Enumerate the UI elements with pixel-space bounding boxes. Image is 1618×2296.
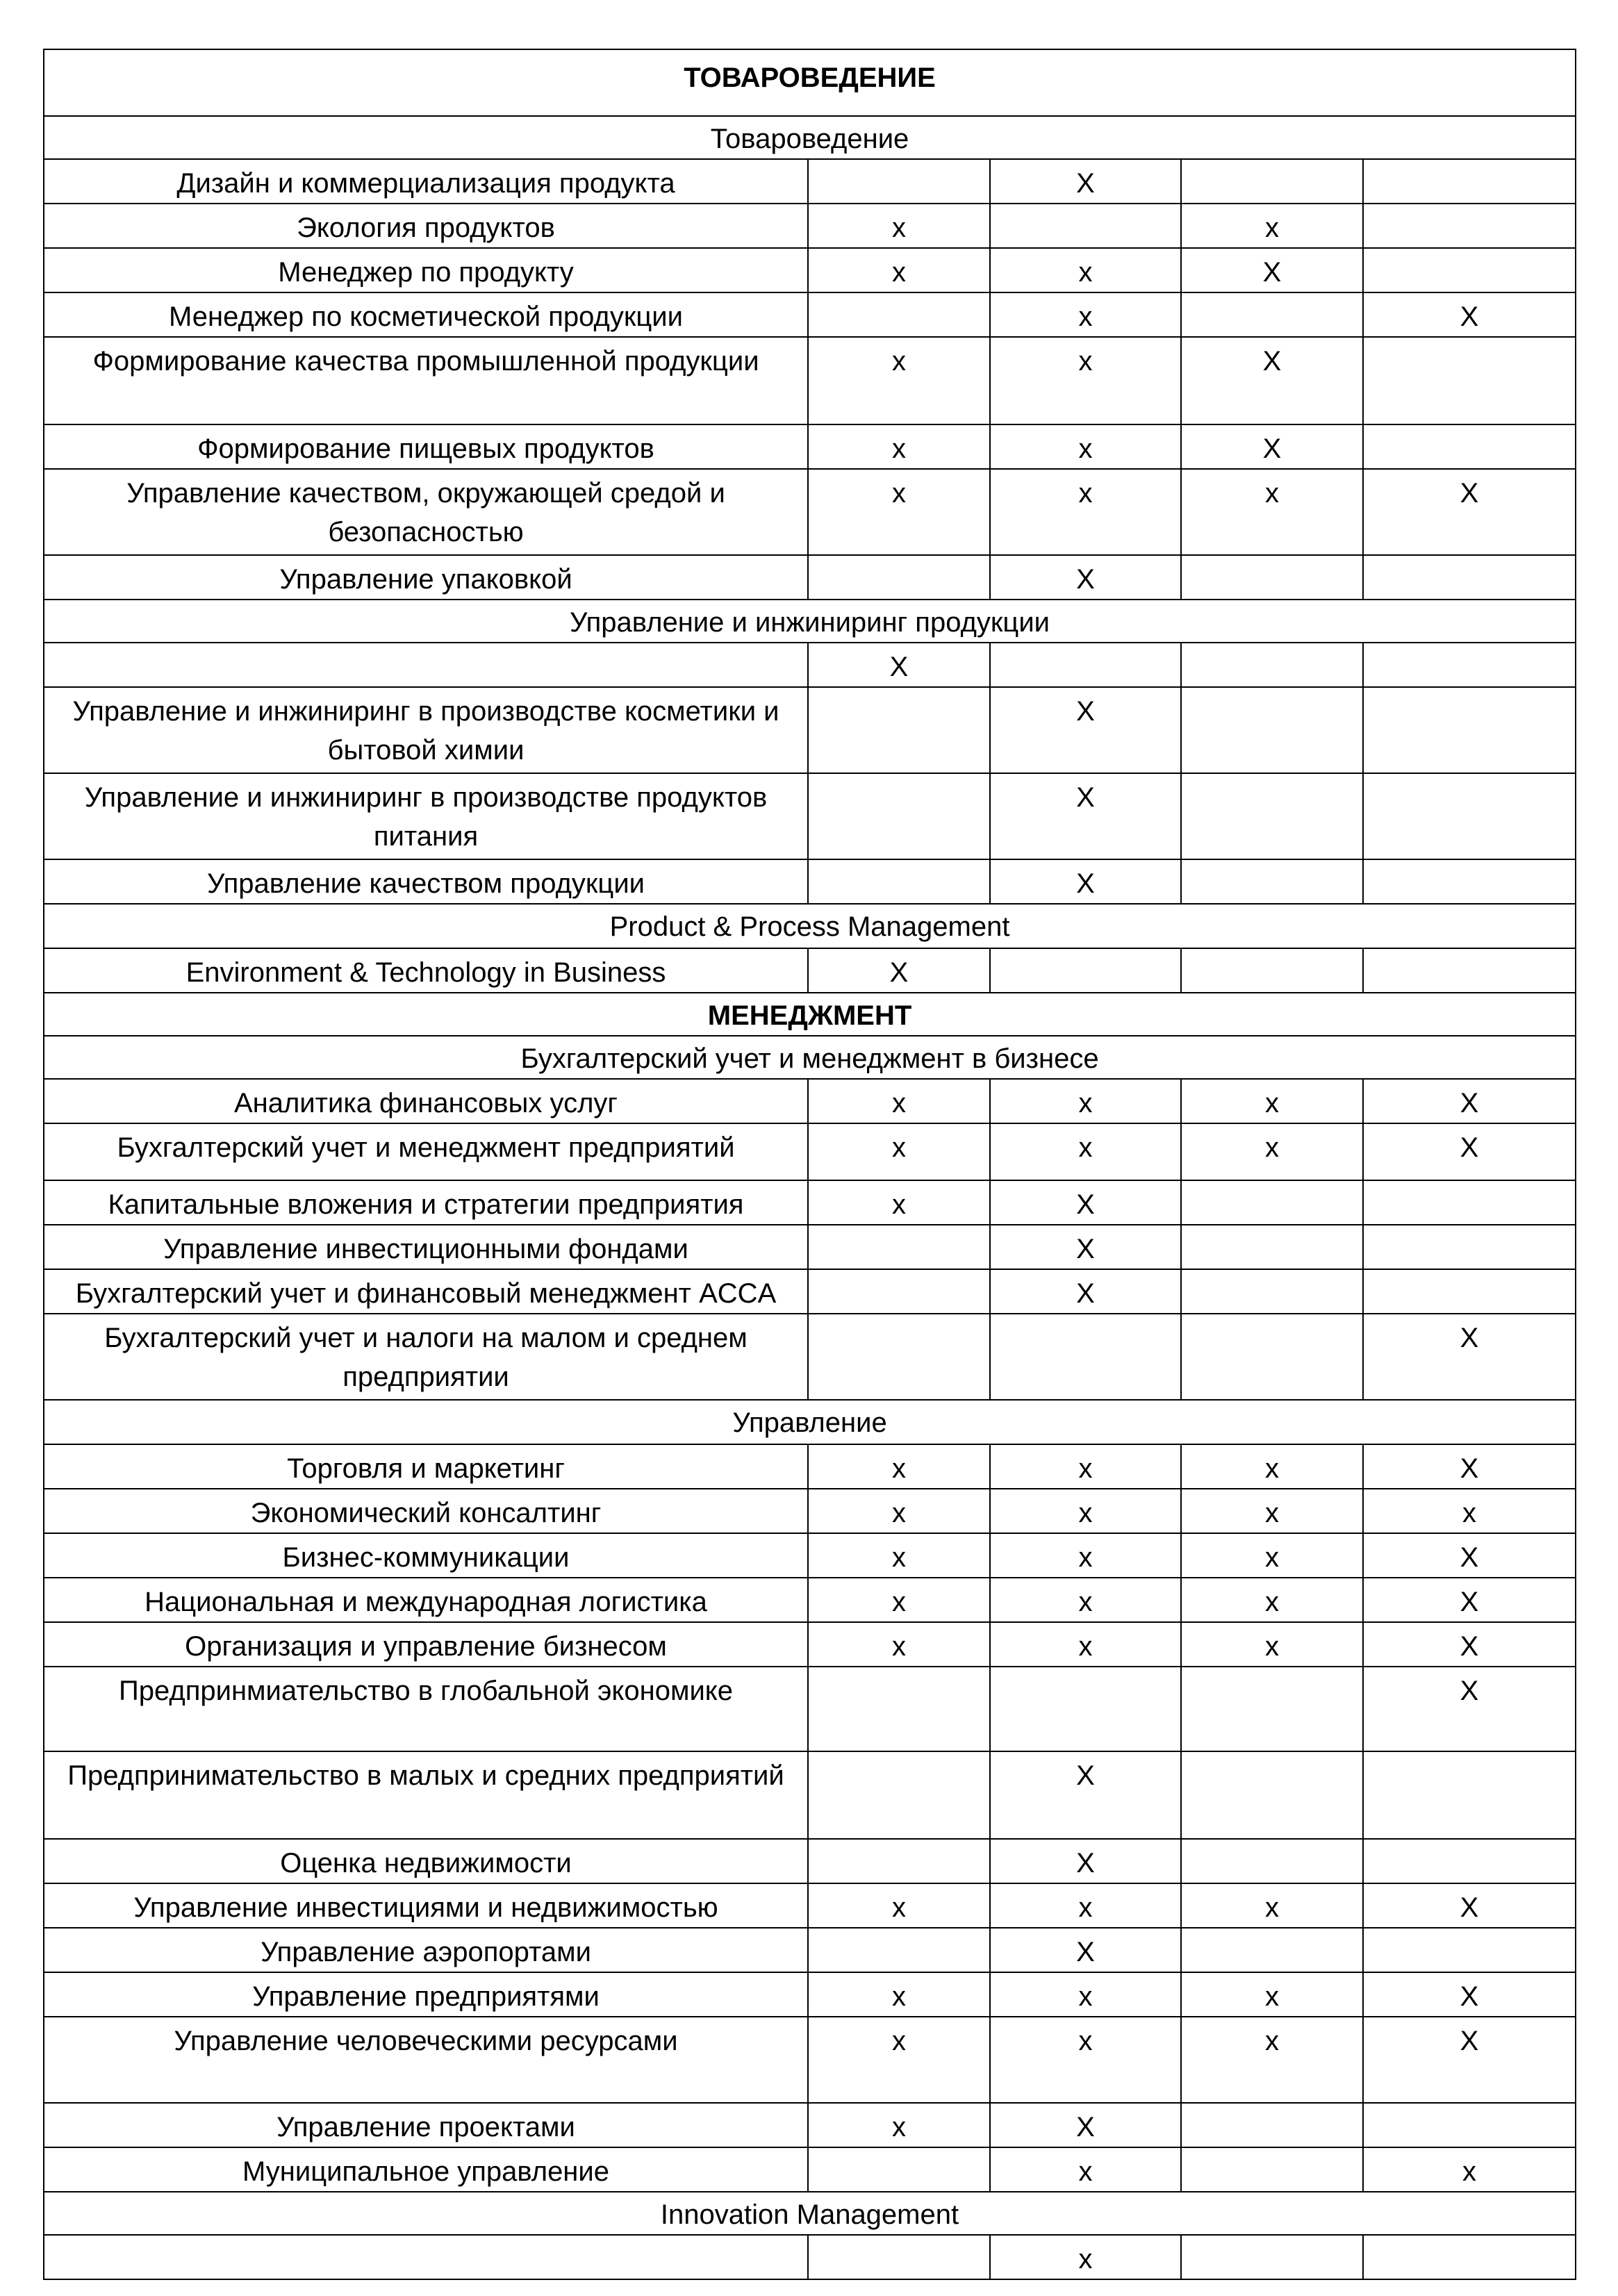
table-row [44, 1079, 1576, 1123]
program-name-cell [44, 2235, 808, 2279]
mark-cell-4: X [1363, 1622, 1576, 1667]
program-name-cell: Менеджер по продукту [44, 248, 808, 292]
mark-cell-3: x [1181, 1883, 1363, 1928]
mark-cell-3 [1181, 159, 1363, 204]
group-header-row [44, 1036, 1576, 1079]
program-name-cell: Управление аэропортами [44, 1928, 808, 1972]
mark-cell-3 [1181, 1314, 1363, 1400]
mark-cell-4: X [1363, 1578, 1576, 1622]
table-row [44, 1578, 1576, 1622]
mark-cell-4: X [1363, 292, 1576, 337]
group-header-row [44, 904, 1576, 948]
mark-cell-4 [1363, 2103, 1576, 2147]
mark-cell-3 [1181, 1839, 1363, 1883]
mark-cell-4 [1363, 687, 1576, 773]
table-row [44, 1180, 1576, 1225]
mark-cell-1 [808, 773, 990, 859]
mark-cell-4 [1363, 1839, 1576, 1883]
mark-cell-3: x [1181, 1079, 1363, 1123]
mark-cell-2: X [990, 1928, 1181, 1972]
mark-cell-4 [1363, 1269, 1576, 1314]
mark-cell-3: X [1181, 337, 1363, 424]
mark-cell-2: x [990, 248, 1181, 292]
mark-cell-3: x [1181, 1972, 1363, 2017]
program-name-cell: Формирование пищевых продуктов [44, 424, 808, 469]
program-name-cell: Предпринмиательство в глобальной экономике [44, 1667, 808, 1751]
program-name-cell: Капитальные вложения и стратегии предприятия [44, 1180, 808, 1225]
table-row [44, 555, 1576, 600]
mark-cell-1: x [808, 1533, 990, 1578]
program-name-cell: Управление проектами [44, 2103, 808, 2147]
mark-cell-4 [1363, 2235, 1576, 2279]
mark-cell-1: x [808, 1123, 990, 1180]
program-name-cell: Предпринимательство в малых и средних предприятий [44, 1751, 808, 1839]
group-header: Innovation Management [44, 2192, 1576, 2235]
mark-cell-3: X [1181, 424, 1363, 469]
program-name-cell: Формирование качества промышленной продукции [44, 337, 808, 424]
mark-cell-2: x [990, 1444, 1181, 1489]
mark-cell-3: x [1181, 1533, 1363, 1578]
mark-cell-3 [1181, 2235, 1363, 2279]
table-row [44, 1667, 1576, 1751]
mark-cell-1: x [808, 1578, 990, 1622]
mark-cell-4 [1363, 555, 1576, 600]
program-name-cell: Управление человеческими ресурсами [44, 2017, 808, 2103]
mark-cell-4 [1363, 424, 1576, 469]
mark-cell-2: X [990, 1839, 1181, 1883]
program-name-cell: Бухгалтерский учет и финансовый менеджмент ACCA [44, 1269, 808, 1314]
mark-cell-3: x [1181, 2017, 1363, 2103]
table-row [44, 248, 1576, 292]
mark-cell-4: X [1363, 2017, 1576, 2103]
mark-cell-2: x [990, 2235, 1181, 2279]
mark-cell-4: X [1363, 1883, 1576, 1928]
mark-cell-1 [808, 159, 990, 204]
mark-cell-2: X [990, 1225, 1181, 1269]
program-name-cell: Аналитика финансовых услуг [44, 1079, 808, 1123]
mark-cell-1: X [808, 948, 990, 993]
mark-cell-4 [1363, 248, 1576, 292]
mark-cell-3: x [1181, 1489, 1363, 1533]
mark-cell-3 [1181, 859, 1363, 904]
mark-cell-1 [808, 292, 990, 337]
mark-cell-2: x [990, 424, 1181, 469]
mark-cell-4: X [1363, 469, 1576, 555]
group-header: Product & Process Management [44, 904, 1576, 948]
program-name-cell: Национальная и международная логистика [44, 1578, 808, 1622]
mark-cell-1: x [808, 1972, 990, 2017]
table-row [44, 1225, 1576, 1269]
mark-cell-3: X [1181, 248, 1363, 292]
mark-cell-2: x [990, 2017, 1181, 2103]
table-row [44, 1269, 1576, 1314]
table-row [44, 1533, 1576, 1578]
program-name-cell: Бухгалтерский учет и менеджмент предприятий [44, 1123, 808, 1180]
table-row [44, 687, 1576, 773]
mark-cell-4: X [1363, 1667, 1576, 1751]
mark-cell-2 [990, 643, 1181, 687]
mark-cell-1 [808, 555, 990, 600]
mark-cell-2: X [990, 555, 1181, 600]
table-row [44, 773, 1576, 859]
mark-cell-3: x [1181, 1123, 1363, 1180]
group-header-row [44, 116, 1576, 159]
mark-cell-2: x [990, 1533, 1181, 1578]
mark-cell-3 [1181, 2147, 1363, 2192]
mark-cell-3 [1181, 1928, 1363, 1972]
mark-cell-3 [1181, 1667, 1363, 1751]
table-row [44, 948, 1576, 993]
mark-cell-4: x [1363, 1489, 1576, 1533]
group-header: Управление [44, 1400, 1576, 1444]
mark-cell-2 [990, 1667, 1181, 1751]
program-name-cell: Управление и инжиниринг в производстве продуктов питания [44, 773, 808, 859]
group-header-row [44, 600, 1576, 643]
mark-cell-2: x [990, 1622, 1181, 1667]
table-row [44, 1751, 1576, 1839]
mark-cell-1 [808, 2235, 990, 2279]
mark-cell-2: x [990, 292, 1181, 337]
mark-cell-2: X [990, 1751, 1181, 1839]
mark-cell-4: X [1363, 1972, 1576, 2017]
mark-cell-2: x [990, 1079, 1181, 1123]
program-name-cell: Торговля и маркетинг [44, 1444, 808, 1489]
mark-cell-2: x [990, 1123, 1181, 1180]
mark-cell-2: X [990, 773, 1181, 859]
mark-cell-3: x [1181, 1578, 1363, 1622]
program-name-cell: Экология продуктов [44, 204, 808, 248]
mark-cell-4 [1363, 1225, 1576, 1269]
table-row [44, 1123, 1576, 1180]
program-name-cell: Environment & Technology in Business [44, 948, 808, 993]
mark-cell-4 [1363, 204, 1576, 248]
mark-cell-1: x [808, 424, 990, 469]
mark-cell-3 [1181, 687, 1363, 773]
table-row [44, 643, 1576, 687]
mark-cell-1: x [808, 337, 990, 424]
mark-cell-2: X [990, 2103, 1181, 2147]
program-name-cell: Организация и управление бизнесом [44, 1622, 808, 1667]
mark-cell-1 [808, 1928, 990, 1972]
mark-cell-3 [1181, 1269, 1363, 1314]
mark-cell-1: x [808, 204, 990, 248]
table-title-row [44, 49, 1576, 116]
mark-cell-2: x [990, 1972, 1181, 2017]
program-name-cell: Бухгалтерский учет и налоги на малом и среднем предприятии [44, 1314, 808, 1400]
mark-cell-2 [990, 1314, 1181, 1400]
mark-cell-2: X [990, 159, 1181, 204]
table-row [44, 2147, 1576, 2192]
mark-cell-2: X [990, 1269, 1181, 1314]
mark-cell-2: x [990, 337, 1181, 424]
mark-cell-1: X [808, 643, 990, 687]
mark-cell-1: x [808, 248, 990, 292]
table-row [44, 1928, 1576, 1972]
program-name-cell: Экономический консалтинг [44, 1489, 808, 1533]
mark-cell-1 [808, 2147, 990, 2192]
table-row [44, 2017, 1576, 2103]
mark-cell-4: X [1363, 1123, 1576, 1180]
program-name-cell: Управление и инжиниринг в производстве косметики и бытовой химии [44, 687, 808, 773]
group-header-row [44, 1400, 1576, 1444]
mark-cell-2: X [990, 859, 1181, 904]
table-row [44, 469, 1576, 555]
mark-cell-4: X [1363, 1079, 1576, 1123]
mark-cell-3 [1181, 292, 1363, 337]
table-row [44, 292, 1576, 337]
table-row [44, 1622, 1576, 1667]
table-row [44, 337, 1576, 424]
mark-cell-3: x [1181, 1622, 1363, 1667]
mark-cell-3 [1181, 2103, 1363, 2147]
mark-cell-1: x [808, 1883, 990, 1928]
table-row [44, 159, 1576, 204]
mark-cell-1: x [808, 1489, 990, 1533]
mark-cell-4: X [1363, 1533, 1576, 1578]
program-name-cell: Менеджер по косметической продукции [44, 292, 808, 337]
mark-cell-1: x [808, 1444, 990, 1489]
program-name-cell: Управление упаковкой [44, 555, 808, 600]
mark-cell-2: x [990, 1883, 1181, 1928]
mark-cell-4 [1363, 773, 1576, 859]
mark-cell-1: x [808, 2017, 990, 2103]
program-name-cell: Управление качеством продукции [44, 859, 808, 904]
program-name-cell: Дизайн и коммерциализация продукта [44, 159, 808, 204]
mark-cell-1 [808, 1751, 990, 1839]
group-header: Бухгалтерский учет и менеджмент в бизнесе [44, 1036, 1576, 1079]
mark-cell-2: x [990, 1578, 1181, 1622]
mark-cell-4: X [1363, 1444, 1576, 1489]
table-row [44, 859, 1576, 904]
mark-cell-2: x [990, 2147, 1181, 2192]
group-header: Товароведение [44, 116, 1576, 159]
section-header-row [44, 993, 1576, 1036]
mark-cell-1: x [808, 1079, 990, 1123]
table-row [44, 2103, 1576, 2147]
mark-cell-4 [1363, 337, 1576, 424]
program-name-cell: Муниципальное управление [44, 2147, 808, 2192]
program-name-cell: Оценка недвижимости [44, 1839, 808, 1883]
mark-cell-3: x [1181, 204, 1363, 248]
mark-cell-4 [1363, 643, 1576, 687]
mark-cell-3 [1181, 773, 1363, 859]
program-name-cell: Бизнес-коммуникации [44, 1533, 808, 1578]
mark-cell-1 [808, 687, 990, 773]
mark-cell-3 [1181, 1180, 1363, 1225]
table-row [44, 2235, 1576, 2279]
mark-cell-3 [1181, 555, 1363, 600]
mark-cell-4 [1363, 1928, 1576, 1972]
mark-cell-4 [1363, 1180, 1576, 1225]
mark-cell-1: x [808, 1180, 990, 1225]
program-name-cell: Управление предприятями [44, 1972, 808, 2017]
mark-cell-1 [808, 1839, 990, 1883]
mark-cell-2: X [990, 1180, 1181, 1225]
mark-cell-1 [808, 1269, 990, 1314]
mark-cell-1: x [808, 2103, 990, 2147]
mark-cell-2: x [990, 469, 1181, 555]
group-header-row [44, 2192, 1576, 2235]
program-name-cell: Управление инвестиционными фондами [44, 1225, 808, 1269]
mark-cell-1 [808, 859, 990, 904]
mark-cell-3: x [1181, 1444, 1363, 1489]
mark-cell-4: x [1363, 2147, 1576, 2192]
mark-cell-4 [1363, 159, 1576, 204]
mark-cell-3 [1181, 1225, 1363, 1269]
mark-cell-1 [808, 1314, 990, 1400]
mark-cell-4 [1363, 1751, 1576, 1839]
mark-cell-2 [990, 204, 1181, 248]
mark-cell-4 [1363, 859, 1576, 904]
section-header: МЕНЕДЖМЕНТ [44, 993, 1576, 1036]
program-table-body [44, 49, 1576, 2279]
group-header: Управление и инжиниринг продукции [44, 600, 1576, 643]
program-name-cell: Управление инвестициями и недвижимостью [44, 1883, 808, 1928]
table-title: ТОВАРОВЕДЕНИЕ [44, 49, 1576, 116]
mark-cell-3 [1181, 948, 1363, 993]
mark-cell-2 [990, 948, 1181, 993]
program-table [43, 49, 1576, 2280]
mark-cell-1: x [808, 1622, 990, 1667]
table-row [44, 1489, 1576, 1533]
table-row [44, 424, 1576, 469]
mark-cell-2: x [990, 1489, 1181, 1533]
table-row [44, 1839, 1576, 1883]
table-row [44, 1972, 1576, 2017]
program-name-cell [44, 643, 808, 687]
table-row [44, 204, 1576, 248]
mark-cell-1 [808, 1225, 990, 1269]
mark-cell-2: X [990, 687, 1181, 773]
mark-cell-4 [1363, 948, 1576, 993]
mark-cell-3 [1181, 1751, 1363, 1839]
table-row [44, 1314, 1576, 1400]
table-row [44, 1883, 1576, 1928]
program-name-cell: Управление качеством, окружающей средой и безопасностью [44, 469, 808, 555]
mark-cell-3 [1181, 643, 1363, 687]
mark-cell-1: x [808, 469, 990, 555]
mark-cell-3: x [1181, 469, 1363, 555]
mark-cell-1 [808, 1667, 990, 1751]
table-row [44, 1444, 1576, 1489]
mark-cell-4: X [1363, 1314, 1576, 1400]
